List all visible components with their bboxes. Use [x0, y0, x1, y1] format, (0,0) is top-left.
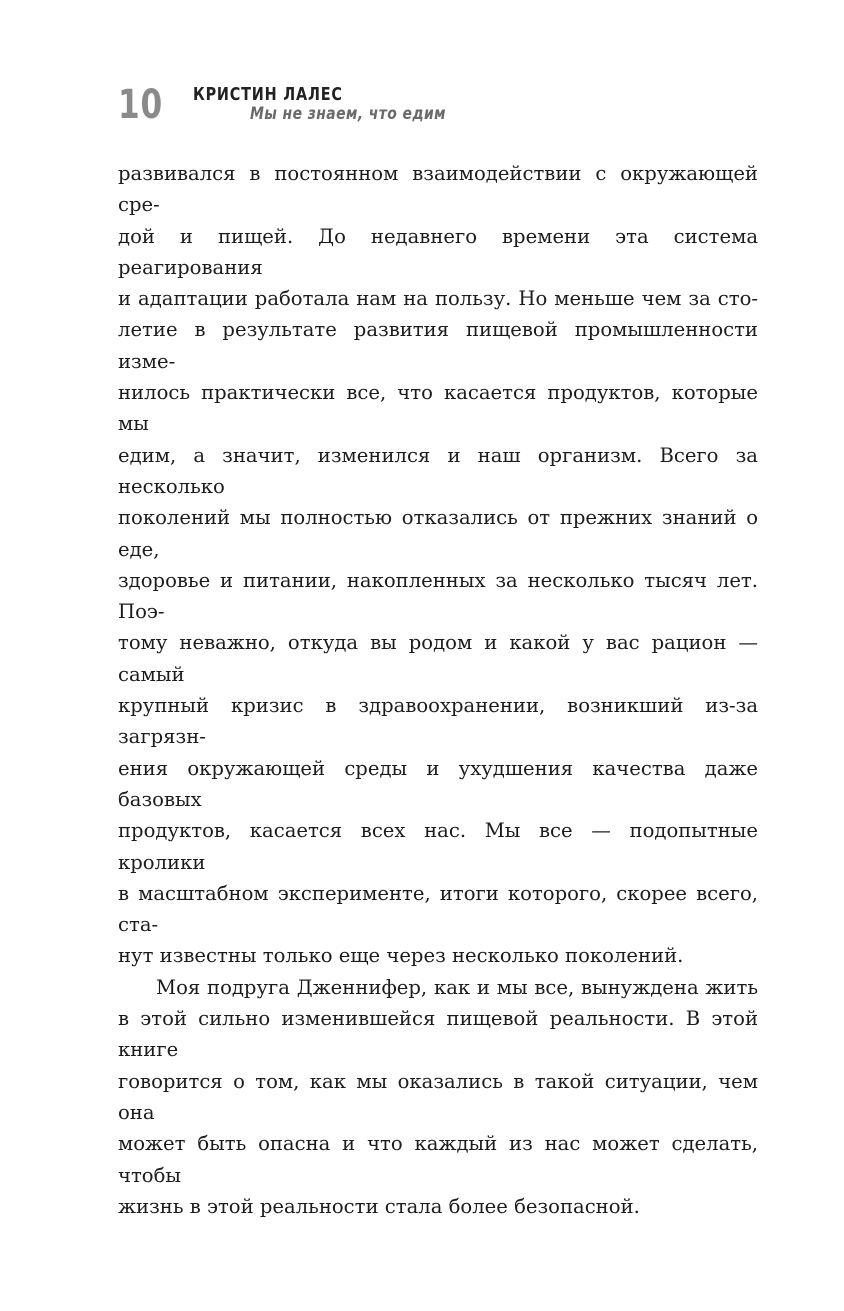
text-line: ения окружающей среды и ухудшения качества даже базовых	[118, 756, 758, 811]
text-line: здоровье и питании, накопленных за несколько тысяч лет. Поэ-	[118, 568, 758, 624]
text-line: в этой сильно изменившейся пищевой реальности. В этой книге	[118, 1007, 758, 1062]
text-line: дой и пищей. До недавнего времени эта система реагирования	[118, 224, 758, 279]
text-line: крупный кризис в здравоохранении, возникший из-за загрязн-	[118, 694, 758, 749]
text-line: может быть опасна и что каждый из нас может сделать, чтобы	[118, 1132, 758, 1187]
text-line: и адаптации работала нам на пользу. Но меньше чем за сто-	[118, 287, 758, 311]
page-number: 10	[118, 82, 163, 128]
paragraph-1	[118, 158, 758, 972]
body-text	[118, 158, 758, 1222]
text-line: нут известны только еще через несколько поколений.	[118, 944, 684, 968]
text-line: жизнь в этой реальности стала более безопасной.	[118, 1194, 640, 1218]
text-line: Моя подруга Дженнифер, как и мы все, вынуждена жить	[156, 975, 758, 999]
text-line: летие в результате развития пищевой промышленности изме-	[118, 318, 758, 373]
text-line: тому неважно, откуда вы родом и какой у вас рацион — самый	[118, 631, 758, 686]
text-line: продуктов, касается всех нас. Мы все — подопытные кролики	[118, 819, 758, 874]
text-line: нилось практически все, что касается продуктов, которые мы	[118, 381, 758, 436]
running-head-author: КРИСТИН ЛАЛЕС	[193, 84, 343, 105]
text-line: в масштабном эксперименте, итоги которого, скорее всего, ста-	[118, 881, 758, 937]
text-line: поколений мы полностью отказались от прежних знаний о еде,	[118, 506, 758, 561]
text-line: едим, а значит, изменился и наш организм. Всего за несколько	[118, 443, 758, 498]
text-line: говорится о том, как мы оказались в такой ситуации, чем она	[118, 1069, 758, 1124]
paragraph-2	[118, 972, 758, 1222]
text-line: развивался в постоянном взаимодействии с окружающей сре-	[118, 162, 758, 217]
running-head-title: Мы не знаем, что едим	[250, 104, 446, 124]
